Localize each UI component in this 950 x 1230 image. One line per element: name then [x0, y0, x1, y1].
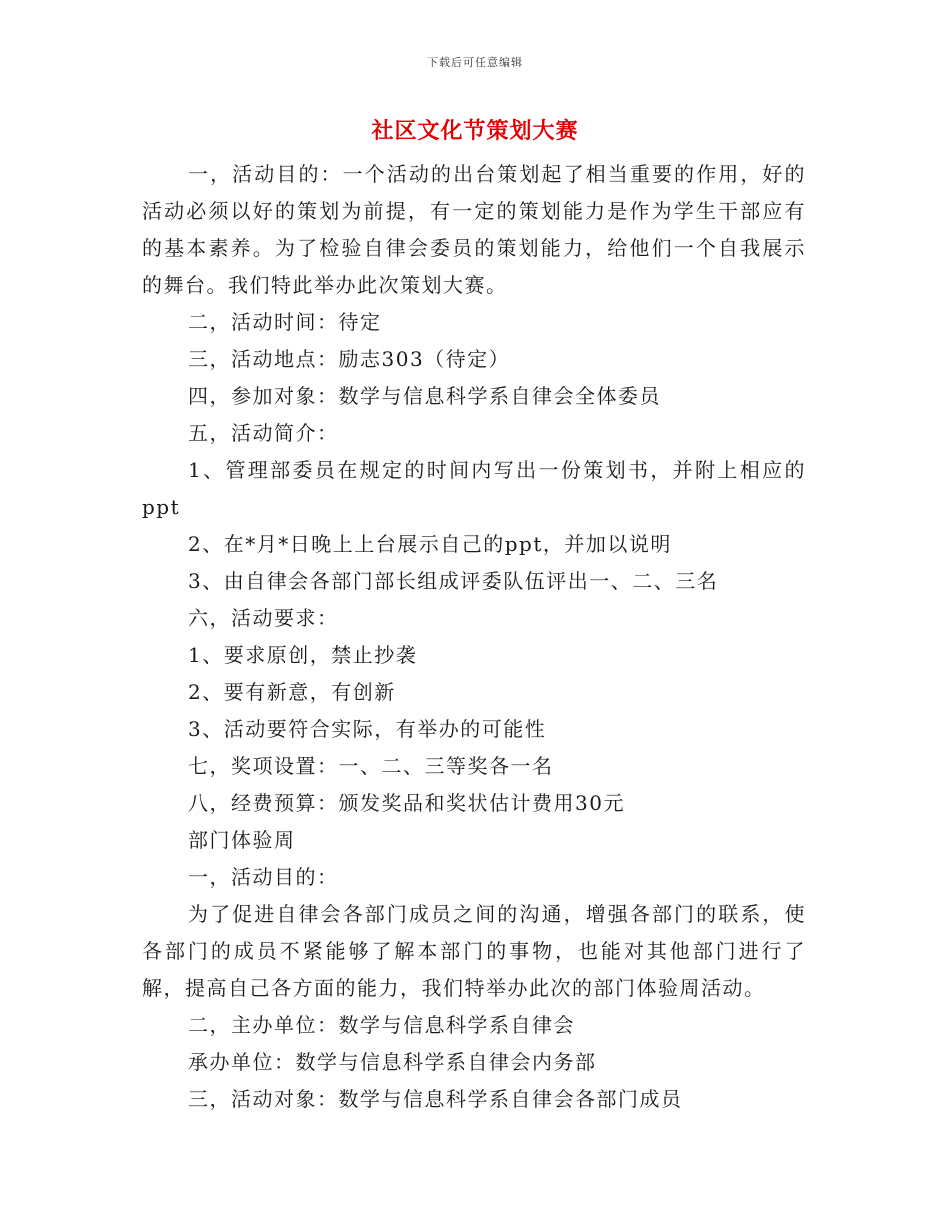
paragraph-location: 三，活动地点：励志303（待定） [188, 347, 511, 371]
section-heading-department-week: 部门体验周 [188, 828, 296, 852]
document-body [142, 156, 806, 1118]
paragraph-target-members: 三，活动对象：数学与信息科学系自律会各部门成员 [188, 1087, 683, 1111]
paragraph-intro-item-3: 3、由自律会各部门部长组成评委队伍评出一、二、三名 [188, 569, 719, 593]
paragraph-participants: 四，参加对象：数学与信息科学系自律会全体委员 [188, 384, 661, 408]
paragraph-requirement-3: 3、活动要符合实际，有举办的可能性 [188, 717, 547, 741]
paragraph-intro-heading: 五，活动简介： [188, 421, 339, 445]
paragraph-purpose-detail: 为了促进自律会各部门成员之间的沟通，增强各部门的联系，使各部门的成员不紧能够了解本部门的事物，也能对其他部门进行了解，提高自己各方面的能力，我们特举办此次的部门体验周活动。 [142, 902, 806, 1000]
paragraph-purpose: 一，活动目的：一个活动的出台策划起了相当重要的作用，好的活动必须以好的策划为前提，有一定的策划能力是作为学生干部应有的基本素养。为了检验自律会委员的策划能力，给他们一个自我展示的舞台。我们特此举办此次策划大赛。 [142, 162, 806, 297]
paragraph-intro-item-1: 1、管理部委员在规定的时间内写出一份策划书，并附上相应的ppt [142, 458, 806, 519]
paragraph-awards: 七，奖项设置：一、二、三等奖各一名 [188, 754, 554, 778]
paragraph-requirement-1: 1、要求原创，禁止抄袭 [188, 643, 418, 667]
document-title: 社区文化节策划大赛 [371, 118, 579, 144]
page-header-note: 下载后可任意编辑 [427, 56, 523, 69]
paragraph-requirements-heading: 六，活动要求： [188, 606, 339, 630]
paragraph-co-organizer: 承办单位：数学与信息科学系自律会内务部 [188, 1050, 597, 1074]
paragraph-intro-item-2: 2、在*月*日晚上上台展示自己的ppt，并加以说明 [188, 532, 672, 556]
paragraph-time: 二，活动时间：待定 [188, 310, 382, 334]
paragraph-requirement-2: 2、要有新意，有创新 [188, 680, 396, 704]
paragraph-purpose-heading: 一，活动目的： [188, 865, 339, 889]
paragraph-organizer: 二，主办单位：数学与信息科学系自律会 [188, 1013, 575, 1037]
paragraph-budget: 八，经费预算：颁发奖品和奖状估计费用30元 [188, 791, 625, 815]
